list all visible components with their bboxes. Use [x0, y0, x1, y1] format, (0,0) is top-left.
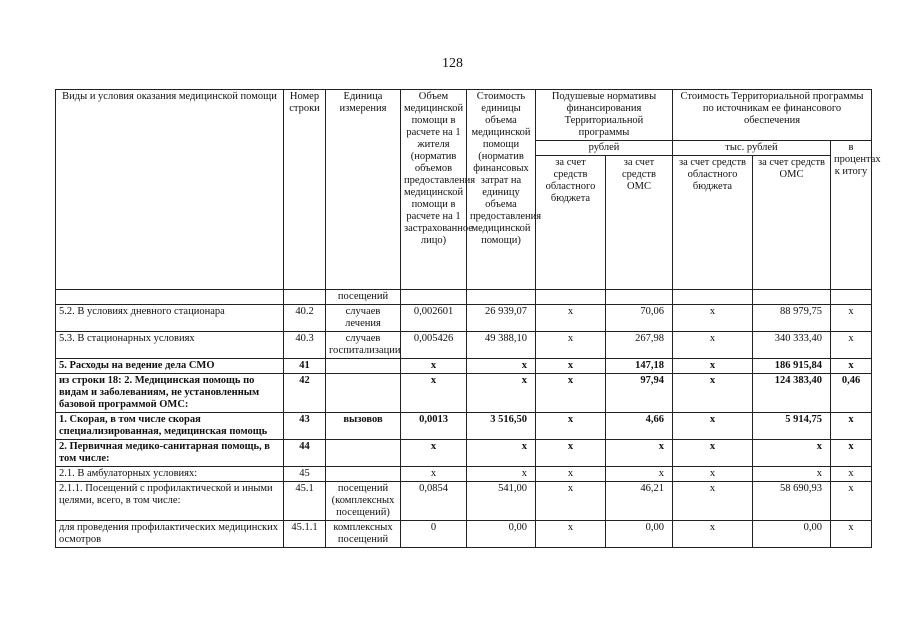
row-volume: 0,002601 [401, 305, 467, 332]
row-unit: посещений (комплексных посещений) [326, 482, 401, 521]
row-name: 2.1. В амбулаторных условиях: [56, 467, 284, 482]
page-number: 128 [442, 56, 463, 71]
header-program-cost-unit: тыс. рублей [673, 141, 831, 156]
row-name: 2. Первичная медико-санитарная помощь, в том числе: [56, 440, 284, 467]
row-volume: 0,005426 [401, 332, 467, 359]
row-unit [326, 467, 401, 482]
row-percap-budget: х [536, 482, 606, 521]
header-cost-budget: за счет средств областного бюджета [673, 156, 753, 290]
header-unit: Единица измерения [326, 90, 401, 290]
table-row [56, 305, 872, 332]
row-cost-budget: х [673, 521, 753, 548]
table-row [56, 440, 872, 467]
row-percent: х [831, 332, 872, 359]
row-cost-budget: х [673, 467, 753, 482]
row-unit: случаев лечения [326, 305, 401, 332]
row-cost-budget: х [673, 482, 753, 521]
row-name [56, 290, 284, 305]
table-row [56, 521, 872, 548]
row-percap-oms: 97,94 [606, 374, 673, 413]
row-number: 45.1 [284, 482, 326, 521]
header-unit-cost: Стоимость единицы объема медицинской помощи (норматив финансовых затрат на единицу объема предоставления медицинской помощи) [467, 90, 536, 290]
row-cost-oms: 0,00 [753, 521, 831, 548]
header-volume: Объем медицинской помощи в расчете на 1 жителя (норматив объемов предоставления медицинской помощи в расчете на 1 застрахованное лицо) [401, 90, 467, 290]
row-volume: 0 [401, 521, 467, 548]
row-cost-oms: х [753, 440, 831, 467]
row-name: 5.2. В условиях дневного стационара [56, 305, 284, 332]
row-percent: х [831, 305, 872, 332]
row-unit [326, 374, 401, 413]
row-cost-oms: х [753, 467, 831, 482]
row-percap-oms: 46,21 [606, 482, 673, 521]
row-number: 45 [284, 467, 326, 482]
row-percap-oms [606, 290, 673, 305]
row-percap-oms: 70,06 [606, 305, 673, 332]
row-name: 5.3. В стационарных условиях [56, 332, 284, 359]
row-percap-budget: х [536, 374, 606, 413]
row-cost-oms [753, 290, 831, 305]
row-unit-cost: х [467, 359, 536, 374]
row-unit-cost [467, 290, 536, 305]
header-per-capita-budget: за счет средств областного бюджета [536, 156, 606, 290]
row-percap-oms: 147,18 [606, 359, 673, 374]
header-per-capita-unit: рублей [536, 141, 673, 156]
row-cost-oms: 186 915,84 [753, 359, 831, 374]
header-row-1 [56, 90, 872, 141]
row-number: 45.1.1 [284, 521, 326, 548]
row-volume: х [401, 359, 467, 374]
table-row [56, 359, 872, 374]
row-percap-budget: х [536, 359, 606, 374]
row-percap-budget: х [536, 440, 606, 467]
row-cost-oms: 124 383,40 [753, 374, 831, 413]
row-cost-budget: х [673, 440, 753, 467]
row-percap-oms: х [606, 440, 673, 467]
table-row [56, 374, 872, 413]
row-number [284, 290, 326, 305]
row-volume [401, 290, 467, 305]
row-name: 2.1.1. Посещений с профилактической и иными целями, всего, в том числе: [56, 482, 284, 521]
row-unit-cost: 3 516,50 [467, 413, 536, 440]
row-percap-oms: 267,98 [606, 332, 673, 359]
row-percap-budget: х [536, 332, 606, 359]
row-unit-cost: 0,00 [467, 521, 536, 548]
table-row [56, 467, 872, 482]
row-unit-cost: х [467, 440, 536, 467]
row-percap-budget: х [536, 467, 606, 482]
row-percent: х [831, 482, 872, 521]
row-number: 41 [284, 359, 326, 374]
row-unit-cost: 541,00 [467, 482, 536, 521]
row-name: 5. Расходы на ведение дела СМО [56, 359, 284, 374]
row-unit-cost: 49 388,10 [467, 332, 536, 359]
table-row [56, 482, 872, 521]
row-cost-budget [673, 290, 753, 305]
row-percent: 0,46 [831, 374, 872, 413]
header-row-number: Номер строки [284, 90, 326, 290]
row-name: из строки 18: 2. Медицинская помощь по видам и заболеваниям, не установленным базовой программой ОМС: [56, 374, 284, 413]
header-percent: в процентах к итогу [831, 141, 872, 290]
row-name: для проведения профилактических медицинских осмотров [56, 521, 284, 548]
table-row [56, 290, 872, 305]
row-percap-budget [536, 290, 606, 305]
row-cost-budget: х [673, 413, 753, 440]
row-unit-cost: х [467, 467, 536, 482]
row-cost-budget: х [673, 305, 753, 332]
row-cost-budget: х [673, 374, 753, 413]
row-number: 40.3 [284, 332, 326, 359]
row-unit: случаев госпитализации [326, 332, 401, 359]
row-volume: х [401, 374, 467, 413]
row-cost-oms: 88 979,75 [753, 305, 831, 332]
table-row [56, 332, 872, 359]
row-cost-oms: 5 914,75 [753, 413, 831, 440]
header-cost-oms: за счет средств ОМС [753, 156, 831, 290]
row-percap-oms: х [606, 467, 673, 482]
row-number: 42 [284, 374, 326, 413]
header-per-capita: Подушевые нормативы финансирования Территориальной программы [536, 90, 673, 141]
row-unit: посещений [326, 290, 401, 305]
row-volume: 0,0013 [401, 413, 467, 440]
row-cost-oms: 340 333,40 [753, 332, 831, 359]
row-percent: х [831, 521, 872, 548]
row-volume: х [401, 467, 467, 482]
financing-table [55, 89, 881, 548]
row-percap-budget: х [536, 413, 606, 440]
row-unit: комплексных посещений [326, 521, 401, 548]
row-percent: х [831, 359, 872, 374]
row-number: 44 [284, 440, 326, 467]
header-program-cost: Стоимость Территориальной программы по источникам ее финансового обеспечения [673, 90, 872, 141]
row-percent: х [831, 413, 872, 440]
row-cost-budget: х [673, 359, 753, 374]
row-unit-cost: х [467, 374, 536, 413]
row-volume: 0,0854 [401, 482, 467, 521]
header-per-capita-oms: за счет средств ОМС [606, 156, 673, 290]
row-percap-budget: х [536, 521, 606, 548]
header-kinds: Виды и условия оказания медицинской помощи [56, 90, 284, 290]
row-unit-cost: 26 939,07 [467, 305, 536, 332]
row-cost-oms: 58 690,93 [753, 482, 831, 521]
row-percent: х [831, 467, 872, 482]
row-number: 43 [284, 413, 326, 440]
row-unit [326, 440, 401, 467]
table-row [56, 413, 872, 440]
row-percap-oms: 0,00 [606, 521, 673, 548]
row-percap-budget: х [536, 305, 606, 332]
row-unit [326, 359, 401, 374]
row-percent [831, 290, 872, 305]
row-volume: х [401, 440, 467, 467]
row-percent: х [831, 440, 872, 467]
row-number: 40.2 [284, 305, 326, 332]
row-unit: вызовов [326, 413, 401, 440]
row-name: 1. Скорая, в том числе скорая специализированная, медицинская помощь [56, 413, 284, 440]
row-percap-oms: 4,66 [606, 413, 673, 440]
row-cost-budget: х [673, 332, 753, 359]
